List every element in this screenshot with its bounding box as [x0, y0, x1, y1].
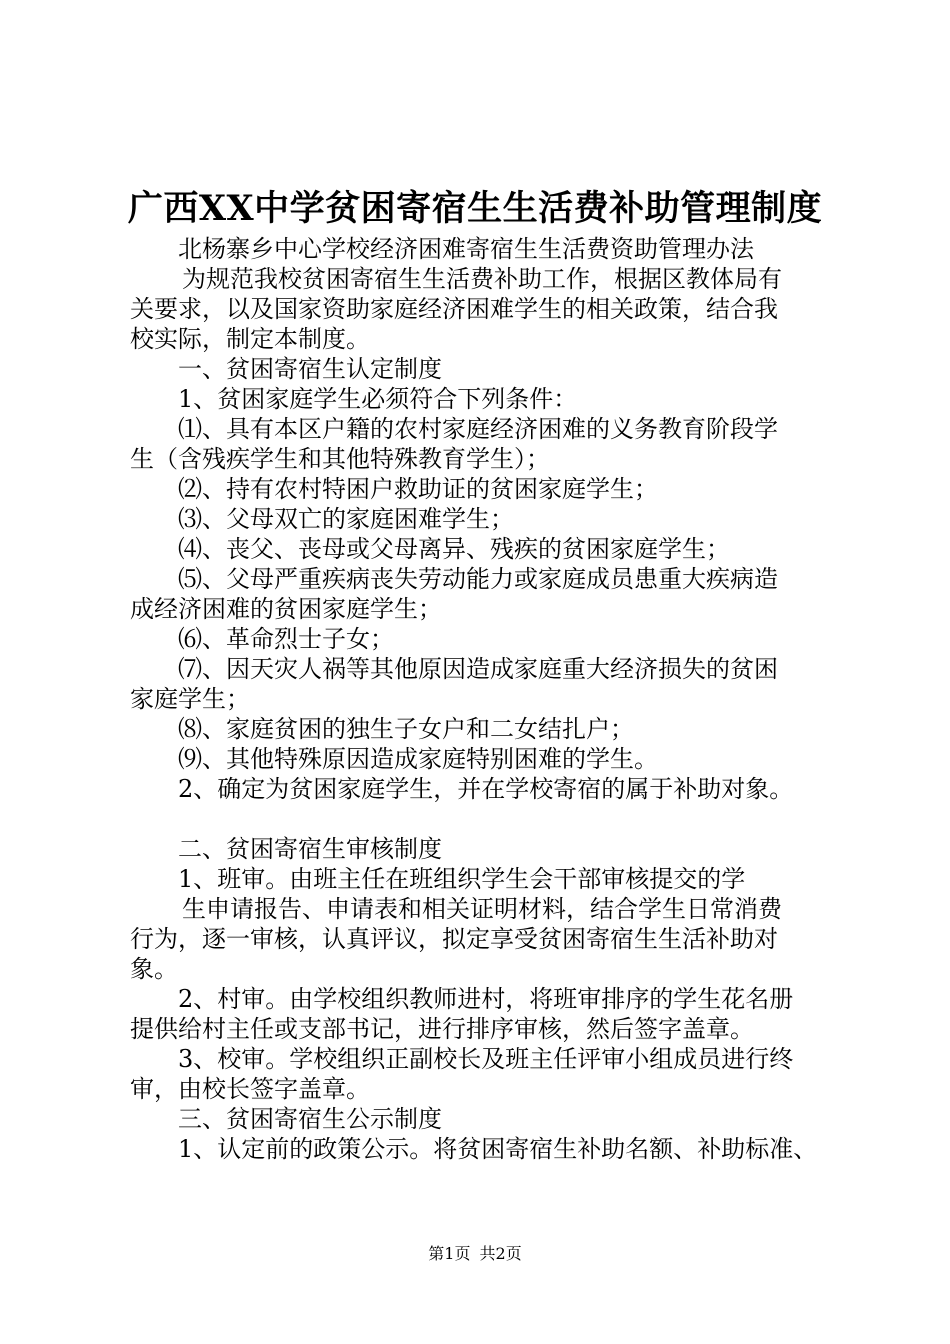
body-line: 关要求，以及国家资助家庭经济困难学生的相关政策，结合我	[130, 295, 778, 323]
body-line: 2、村审。由学校组织教师进村，将班审排序的学生花名册	[178, 985, 794, 1013]
document-title: 广西XX中学贫困寄宿生生活费补助管理制度	[127, 188, 823, 229]
body-line: ⑶、父母双亡的家庭困难学生；	[178, 505, 514, 533]
page-total: 共2页	[479, 1244, 522, 1263]
body-line: 二、贫困寄宿生审核制度	[178, 835, 442, 863]
body-line: 家庭学生；	[130, 685, 250, 713]
body-line: 2、确定为贫困家庭学生，并在学校寄宿的属于补助对象。	[178, 775, 794, 803]
body-line: ⑵、持有农村特困户救助证的贫困家庭学生；	[178, 475, 658, 503]
blank-line	[130, 804, 830, 834]
body-line: 提供给村主任或支部书记，进行排序审核，然后签字盖章。	[130, 1015, 754, 1043]
body-line: ⑺、因天灾人祸等其他原因造成家庭重大经济损失的贫困	[178, 655, 778, 683]
body-line: ⑻、家庭贫困的独生子女户和二女结扎户；	[178, 715, 634, 743]
body-line: 1、认定前的政策公示。将贫困寄宿生补助名额、补助标准、	[178, 1135, 818, 1163]
body-line: 为规范我校贫困寄宿生生活费补助工作，根据区教体局有	[182, 265, 782, 293]
body-line: ⑷、丧父、丧母或父母离异、残疾的贫困家庭学生；	[178, 535, 730, 563]
page-number: 第1页	[428, 1244, 471, 1263]
body-line: 一、贫困寄宿生认定制度	[178, 355, 442, 383]
body-line: 1、班审。由班主任在班组织学生会干部审核提交的学	[178, 865, 746, 893]
body-line: 象。	[130, 955, 178, 983]
body-line: ⑼、其他特殊原因造成家庭特别困难的学生。	[178, 745, 658, 773]
page-footer	[0, 1243, 950, 1265]
body-line: ⑴、具有本区户籍的农村家庭经济困难的义务教育阶段学	[178, 415, 778, 443]
body-line: 1、贫困家庭学生必须符合下列条件：	[178, 385, 578, 413]
body-line: 生（含残疾学生和其他特殊教育学生）；	[130, 445, 550, 473]
body-line: ⑹、革命烈士子女；	[178, 625, 394, 653]
document-body	[130, 234, 830, 1164]
body-line: 北杨寨乡中心学校经济困难寄宿生生活费资助管理办法	[178, 235, 754, 263]
body-line: 校实际，制定本制度。	[130, 325, 370, 353]
body-line: 行为，逐一审核，认真评议，拟定享受贫困寄宿生生活补助对	[130, 925, 778, 953]
body-line: 审，由校长签字盖章。	[130, 1075, 370, 1103]
body-line: 3、校审。学校组织正副校长及班主任评审小组成员进行终	[178, 1045, 794, 1073]
body-line: 成经济困难的贫困家庭学生；	[130, 595, 442, 623]
body-line: 三、贫困寄宿生公示制度	[178, 1105, 442, 1133]
body-line: ⑸、父母严重疾病丧失劳动能力或家庭成员患重大疾病造	[178, 565, 778, 593]
body-line: 生申请报告、申请表和相关证明材料，结合学生日常消费	[182, 895, 782, 923]
